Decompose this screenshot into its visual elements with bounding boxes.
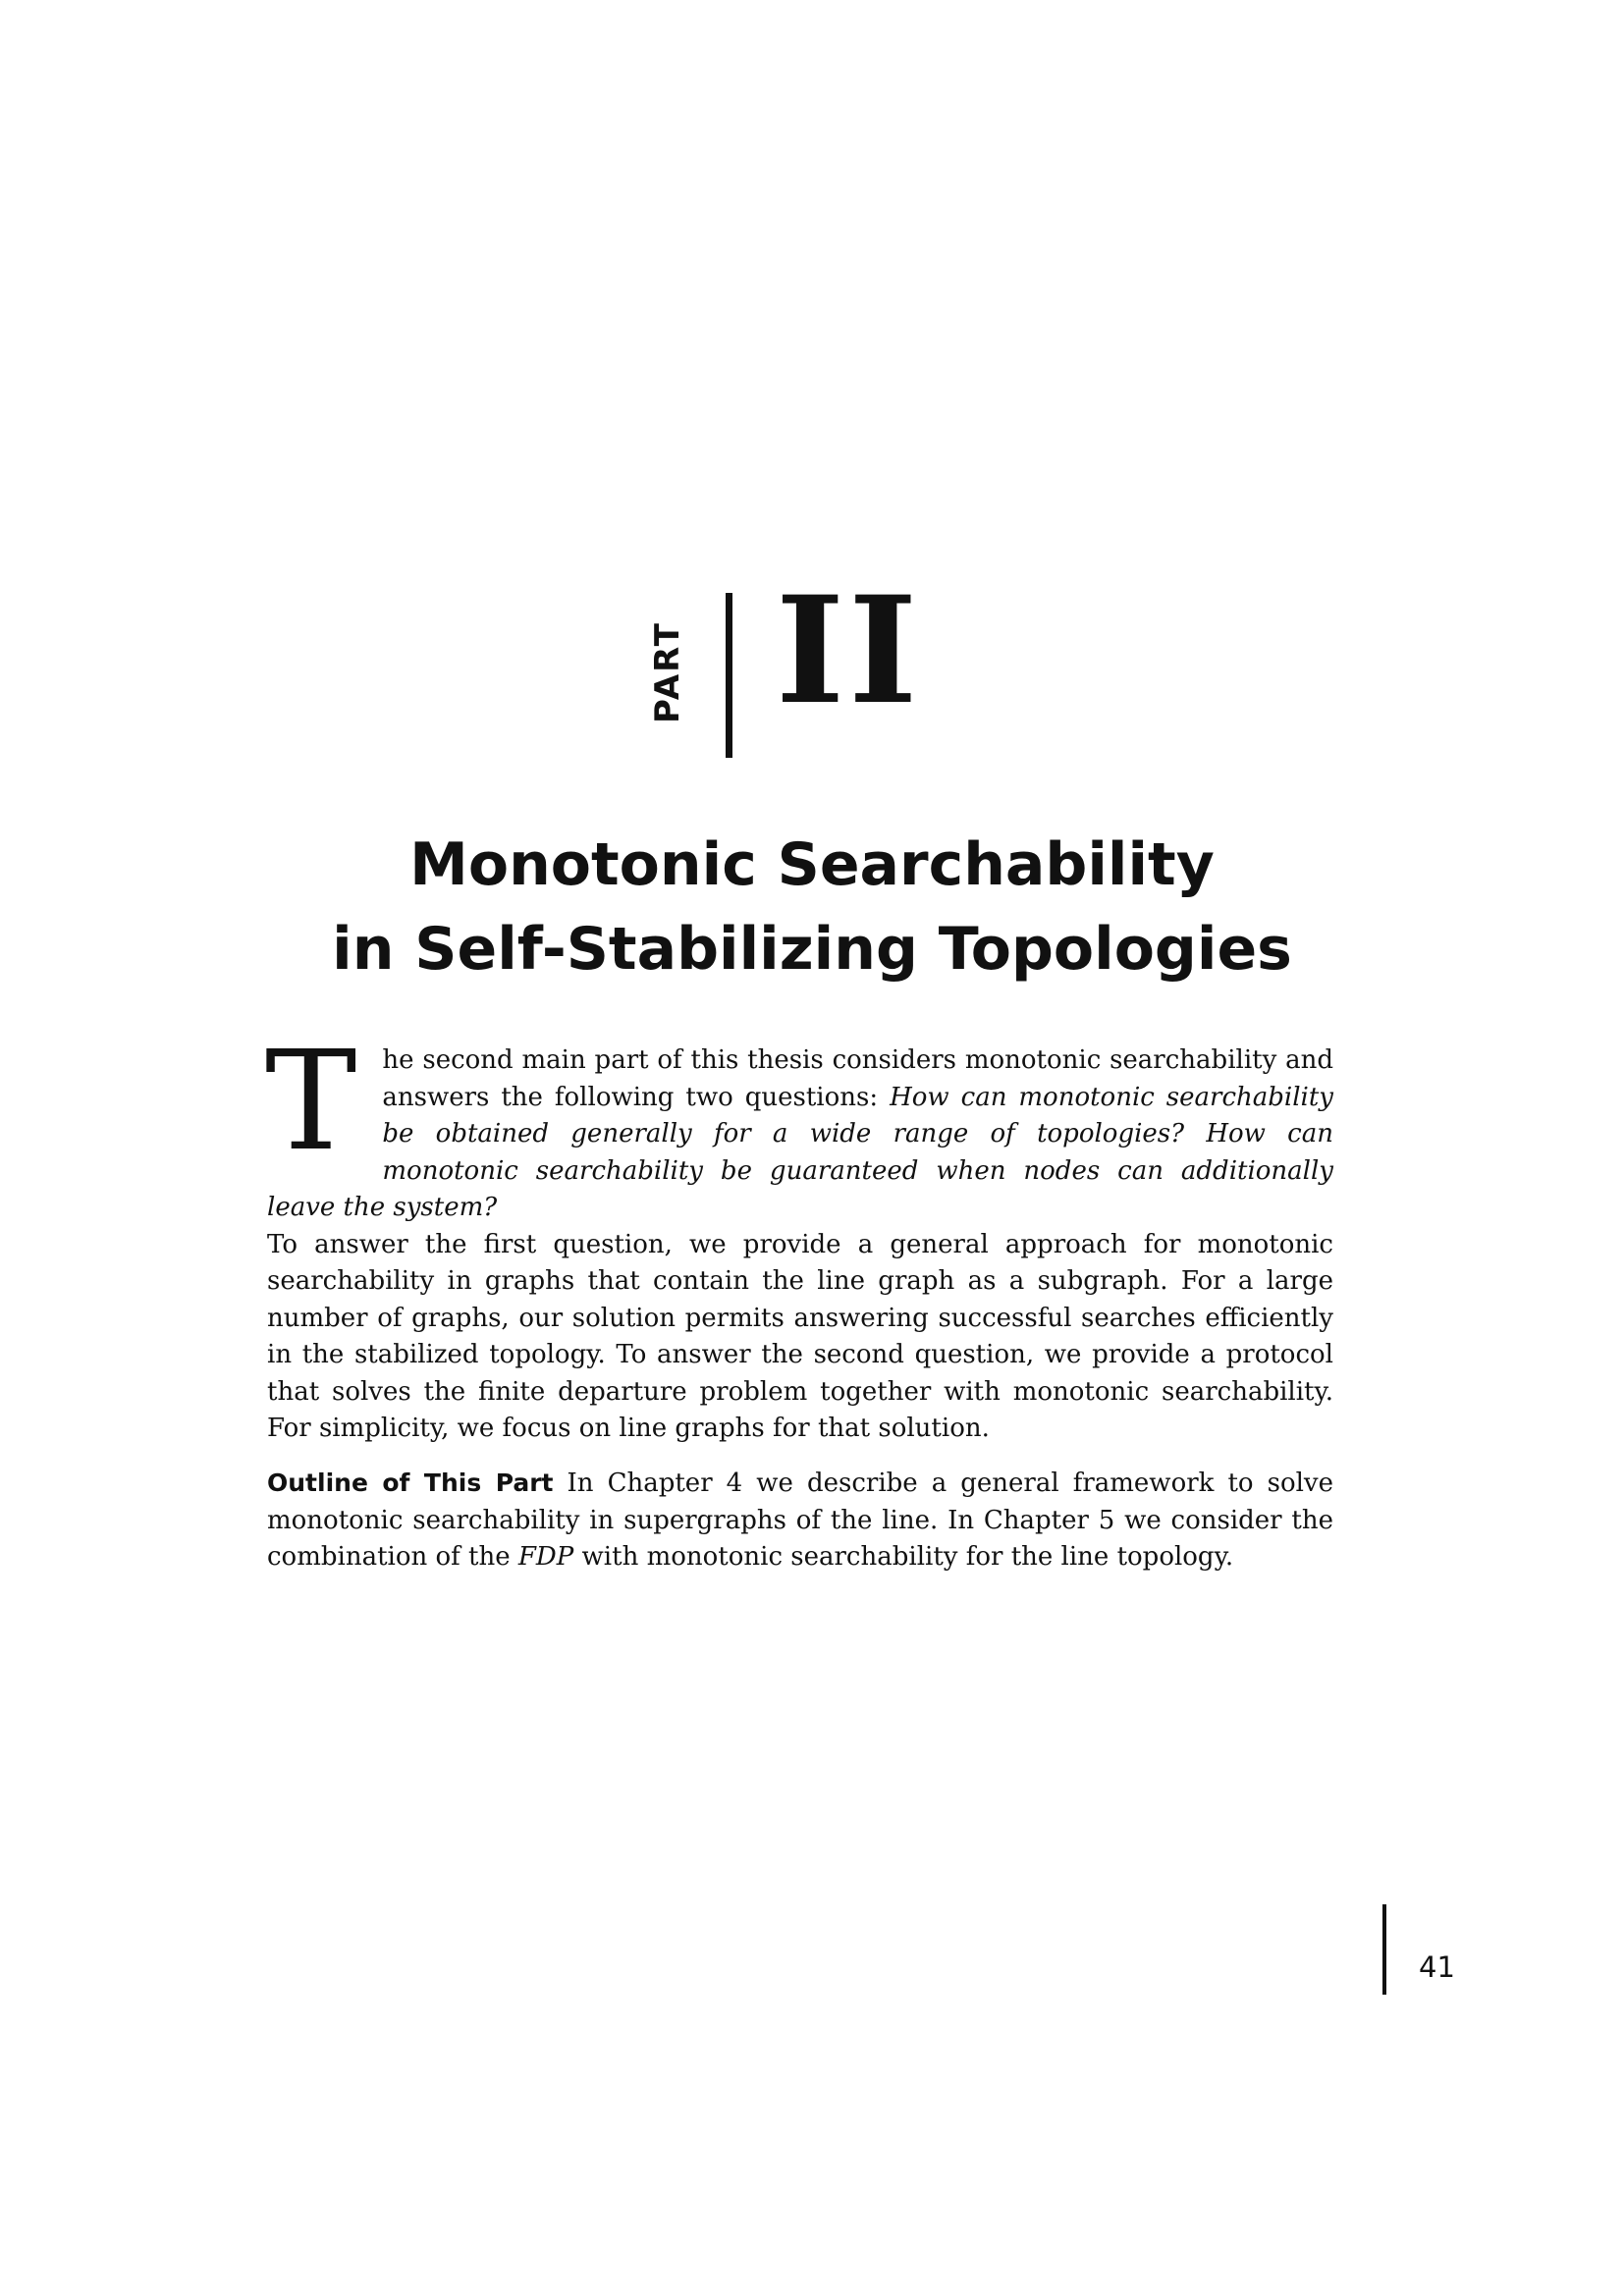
part-title-line-1: Monotonic Searchability [409, 830, 1215, 899]
outline-text-before: In Chapter 4 we describe a general framework to solve monotonic searchability in supergraphs of the line. In Chapter 5 we consider the combination of the [267, 1468, 1333, 1572]
outline-heading: Outline of This Part [267, 1468, 554, 1497]
part-label-text: PART [648, 621, 687, 723]
part-number: II [776, 564, 922, 737]
page-number-rule [1382, 1904, 1386, 1995]
intro-paragraph-2: To answer the first question, we provide a general approach for monotonic searchability in graphs that contain the line graph as a subgraph. For a large number of graphs, our solution permits answering successful searches efficiently in the stabilized topology. To answer the second question, we provide a protocol that solves the finite departure problem together with monotonic searchability. For simplicity, we focus on line graphs for that solution. [267, 1229, 1333, 1443]
part-title [0, 823, 1624, 991]
fdp-symbol: FDP [517, 1542, 574, 1572]
part-label [638, 609, 697, 736]
part-title-line-2: in Self-Stabilizing Topologies [332, 915, 1292, 984]
outline-paragraph [267, 1465, 1333, 1576]
outline-section [267, 1465, 1333, 1576]
intro-paragraph-1 [265, 1022, 1333, 1227]
intro-text: he second main part of this thesis considers monotonic searchability and answers the following two questions: [382, 1045, 1333, 1112]
part-divider-rule [726, 593, 732, 758]
intro-section [265, 1022, 1333, 1448]
page-number: 41 [1419, 1950, 1455, 1984]
intro-questions: How can monotonic searchability be obtained generally for a wide range of topologies? How can monotonic searchability be guaranteed when nodes can additionally leave the system? [267, 1082, 1333, 1222]
drop-cap: T [265, 1022, 357, 1182]
outline-text-after: with monotonic searchability for the line topology. [573, 1542, 1234, 1572]
